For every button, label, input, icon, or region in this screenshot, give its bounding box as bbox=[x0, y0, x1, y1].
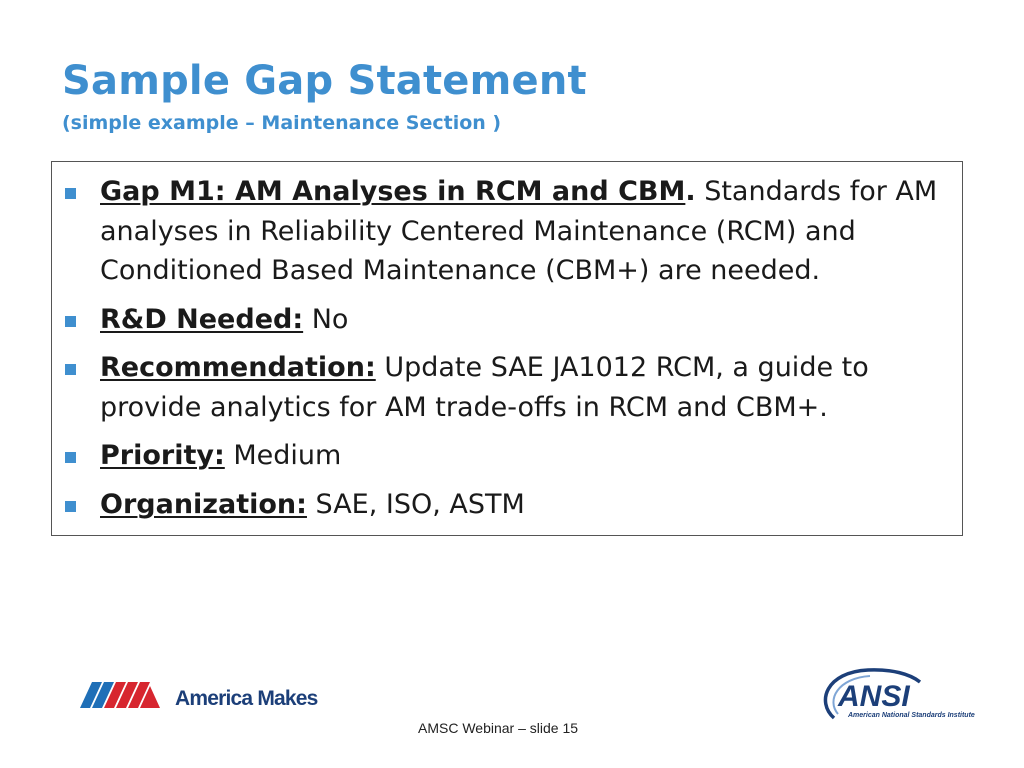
recommendation-text: Update SAE JA1012 RCM, a guide to provide analytics for AM trade-offs in RCM and CBM+. bbox=[100, 352, 869, 423]
ansi-logo bbox=[820, 664, 978, 724]
bullet-gap bbox=[52, 172, 962, 291]
bullet-priority bbox=[52, 436, 962, 476]
bullet-list bbox=[52, 172, 962, 533]
slide-title: Sample Gap Statement bbox=[62, 58, 587, 104]
rd-needed-text: No bbox=[303, 303, 349, 335]
priority-label: Priority: bbox=[100, 440, 225, 471]
organization-text: SAE, ISO, ASTM bbox=[306, 488, 525, 520]
bullet-square-icon bbox=[65, 364, 76, 375]
america-makes-logo bbox=[80, 680, 320, 712]
svg-text:America Makes: America Makes bbox=[175, 687, 318, 710]
organization-label: Organization: bbox=[100, 488, 307, 520]
bullet-square-icon bbox=[65, 188, 76, 199]
gap-label: Gap M1: AM Analyses in RCM and CBM bbox=[100, 176, 686, 207]
svg-text:American National Standards In: American National Standards Institute bbox=[848, 712, 975, 719]
bullet-rd-needed bbox=[52, 300, 962, 340]
bullet-organization bbox=[52, 485, 962, 525]
recommendation-label: Recommendation: bbox=[100, 352, 376, 383]
bullet-recommendation bbox=[52, 348, 962, 427]
slide-subtitle: (simple example – Maintenance Section ) bbox=[62, 112, 502, 134]
rd-needed-label: R&D Needed: bbox=[100, 303, 304, 335]
bullet-square-icon bbox=[65, 316, 76, 327]
gap-text: Standards for AM analyses in Reliability Centered Maintenance (RCM) and Conditioned Based Maintenance (CBM+) are needed. bbox=[100, 176, 938, 286]
bullet-square-icon bbox=[65, 501, 76, 512]
gap-statement-box bbox=[51, 161, 963, 536]
priority-text: Medium bbox=[224, 440, 342, 471]
bullet-square-icon bbox=[65, 452, 76, 463]
gap-label-period: . bbox=[685, 176, 696, 207]
svg-text:ANSI: ANSI bbox=[838, 680, 910, 713]
footer-slide-label: AMSC Webinar – slide 15 bbox=[418, 720, 579, 736]
